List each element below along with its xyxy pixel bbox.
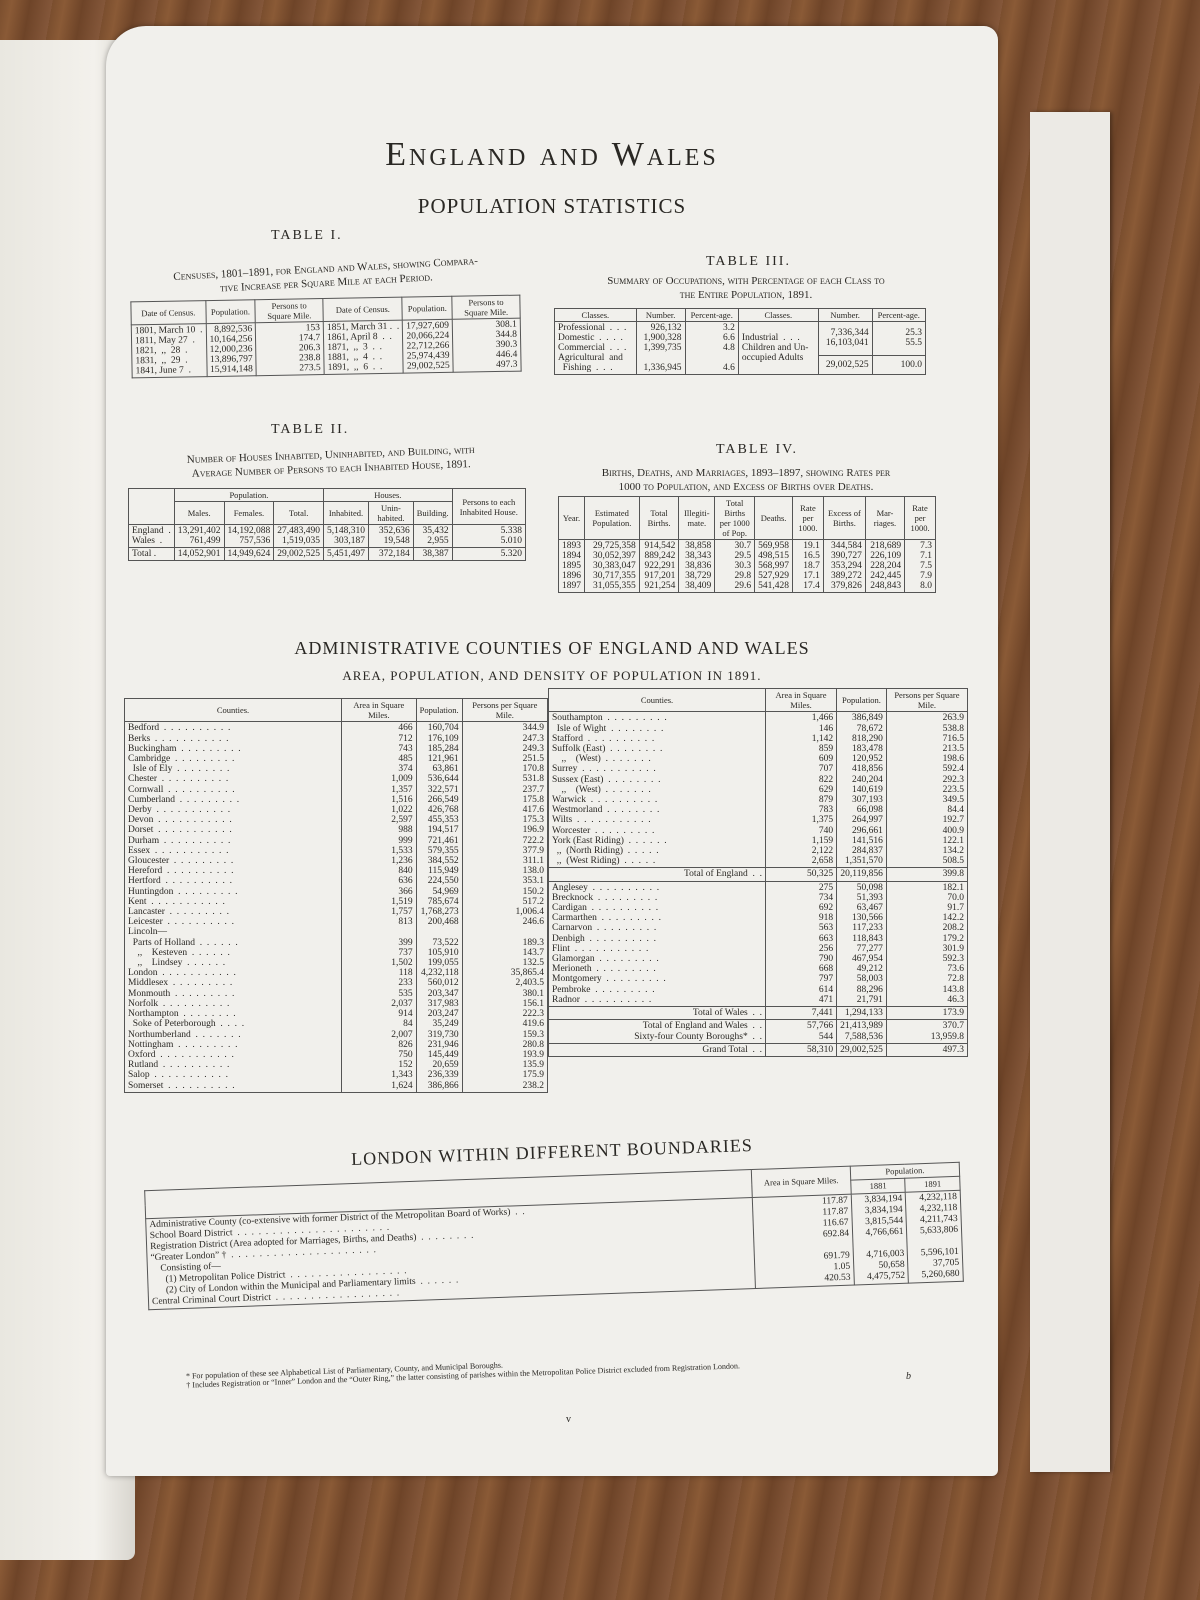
table4-header: Illegiti-mate. xyxy=(679,497,715,540)
county-density: 344.9 247.3 249.3 251.5 170.8 531.8 237.7 175.8 417.6 175.3 196.9 722.2 377.9 311.1 138.0 353.1 150.2 517.2 1,006.4 246.6 189.3 143.7 132.5 35,865.4 2,403.5 380.1 156.1 222.3 419.6 159.3 280.8 193.9 135.9 175.9 238.2 xyxy=(462,722,547,1092)
table4-death-rate: 19.1 16.5 18.7 17.1 17.4 xyxy=(793,540,824,593)
grand-total-density: 497.3 xyxy=(886,1043,967,1056)
table3-header: Number. xyxy=(818,309,872,322)
table1-population: 17,927,609 20,066,224 22,712,266 25,974,439 29,002,525 xyxy=(403,319,454,373)
counties-header: Area in Square Miles. xyxy=(766,689,837,712)
total-wales-density: 173.9 xyxy=(886,1007,967,1020)
grand-total-area: 58,310 xyxy=(766,1043,837,1056)
table4-header: Excess of Births. xyxy=(823,497,865,540)
table2-inhabited: 5,148,310 303,187 xyxy=(324,525,369,548)
london-population-1881: 3,834,194 3,834,194 3,815,544 4,766,661 4,716,003 50,658 4,475,752 xyxy=(851,1192,909,1285)
table-row xyxy=(129,525,526,548)
total-england-density: 399.8 xyxy=(886,868,967,881)
total-wales-label: Total of Wales . . xyxy=(549,1007,766,1020)
london-heading: LONDON WITHIN DIFFERENT BOUNDARIES xyxy=(350,1134,754,1170)
table2-uninhabited: 352,636 19,548 xyxy=(369,525,414,548)
table4-population: 29,725,358 30,052,397 30,383,047 30,717,355 31,055,355 xyxy=(585,540,640,593)
table4-header: Estimated Population. xyxy=(585,497,640,540)
table4-births: 914,542 889,242 922,291 917,201 921,254 xyxy=(639,540,679,593)
table1-header: Date of Census. xyxy=(323,297,403,321)
table3-header: Classes. xyxy=(738,309,818,322)
table1 xyxy=(130,295,521,379)
table3-caption: Summary of Occupations, with Percentage of each Class to the Entire Population, 1891. xyxy=(607,275,885,301)
counties-subheading: AREA, POPULATION, AND DENSITY OF POPULATION IN 1891. xyxy=(342,668,762,683)
table3-header: Classes. xyxy=(555,309,637,322)
table-row xyxy=(129,548,526,561)
table2-females: 14,949,624 xyxy=(224,548,274,561)
total-ew-label: Total of England and Wales . . Sixty-four County Boroughs* . . xyxy=(549,1020,766,1043)
london-header: 1881 xyxy=(851,1178,906,1194)
total-ew-density: 370.7 13,959.8 xyxy=(886,1020,967,1043)
county-names: Southampton . . . . . . . . . Isle of Wight . . . . . . . . Stafford . . . . . . . . . . Suffolk (East) . . . . . . . . ,, (West) . . . . . . . Surrey . . . . . . . . . . . Sussex (East) . . . . . . . . ,, (West) . . . . . . . Warwick . . . . . . . . . . Westmorland . . . . . . . . Wilts . . . . . . . . . . . Worcester . . . . . . . . . York (East Riding) . . . . . . ,, (North Riding) . . . . . ,, (West Riding) . . . . . xyxy=(549,712,766,868)
wales-county-density: 182.1 70.0 91.7 142.2 208.2 179.2 301.9 592.3 73.6 72.8 143.8 46.3 xyxy=(886,881,967,1006)
london-table xyxy=(144,1162,964,1310)
table2-males: 13,291,402 761,499 xyxy=(174,525,224,548)
county-population: 386,849 78,672 818,290 183,478 120,952 418,856 240,204 140,619 307,193 66,098 264,997 296,661 141,516 284,837 1,351,570 xyxy=(837,712,887,868)
table1-header: Date of Census. xyxy=(131,301,206,325)
wales-county-population: 50,098 51,393 63,467 130,566 117,233 118,843 77,277 467,954 49,212 58,003 88,296 21,791 xyxy=(837,881,887,1006)
table2-name: Total . xyxy=(129,548,175,561)
table1-dates: 1851, March 31 . . 1861, April 8 . . 1871, ,, 3 . . 1881, ,, 4 . . 1891, ,, 6 . . xyxy=(323,320,403,374)
wales-county-area: 275 734 692 918 563 663 256 790 668 797 614 471 xyxy=(766,881,837,1006)
table2-header: Males. xyxy=(174,502,224,525)
london-header: Area in Square Miles. xyxy=(751,1166,851,1197)
table4-marriages: 218,689 226,109 228,204 242,445 248,843 xyxy=(865,540,904,593)
table2-header: Inhabited. xyxy=(324,502,369,525)
county-names: Bedford . . . . . . . . . . Berks . . . . . . . . . . . Buckingham . . . . . . . . . Cambridge . . . . . . . . . Isle of Ely . . . . . . . . Chester . . . . . . . . . . Cornwall . . . . . . . . . . Cumberland . . . . . . . . . Derby . . . . . . . . . . . Devon . . . . . . . . . . . Dorset . . . . . . . . . . . Durham . . . . . . . . . . Essex . . . . . . . . . . . Gloucester . . . . . . . . . Hereford . . . . . . . . . . Hertford . . . . . . . . . . Huntingdon . . . . . . . . . Kent . . . . . . . . . . . Lancaster . . . . . . . . . Leicester . . . . . . . . . . Lincoln— Parts of Holland . . . . . . ,, Kesteven . . . . . . ,, Lindsey . . . . . . London . . . . . . . . . . . Middlesex . . . . . . . . . Monmouth . . . . . . . . . Norfolk . . . . . . . . . . Northampton . . . . . . . . Soke of Peterborough . . . . Northumberland . . . . . . . Nottingham . . . . . . . . . Oxford . . . . . . . . . . . Rutland . . . . . . . . . . Salop . . . . . . . . . . . Somerset . . . . . . . . . . xyxy=(125,722,342,1092)
table2-females: 14,192,088 757,536 xyxy=(224,525,274,548)
table2-persons: 5.320 xyxy=(452,548,525,561)
table1-header: Persons to Square Mile. xyxy=(255,299,323,323)
london-header: 1891 xyxy=(905,1176,960,1192)
table4-label: TABLE IV. xyxy=(716,442,798,457)
total-england-area: 50,325 xyxy=(766,868,837,881)
table3-number: 7,336,344 16,103,041 xyxy=(818,322,872,356)
counties-header: Counties. xyxy=(125,699,342,722)
london-district-names: Administrative County (co-extensive with former District of the Metropolitan Board of Works) . . School Board District . . . . . . . . . . . . . . . . . . . . . . Registration District (Area adopted for Marriages, Births, and Deaths) . . . . . . . . “Greater London” † . . . . . . . . . . . . . . . . . . . . . Consisting of— (1) Metropolitan Police District . . . . . . . . . . . . . . . . . (2) City of London within the Municipal and Parliamentary limits . . . . . . Central Criminal Court District . . . . . . . . . . . . . . . . . . xyxy=(146,1198,756,1310)
underlying-page-edge xyxy=(1030,112,1110,1472)
table3-header: Number. xyxy=(636,309,685,322)
table3-header: Percent-age. xyxy=(872,309,925,322)
counties-header: Population. xyxy=(416,699,462,722)
table3-total-number: 29,002,525 xyxy=(818,355,872,374)
total-ew-population: 21,413,989 7,588,536 xyxy=(837,1020,887,1043)
page-subtitle: POPULATION STATISTICS xyxy=(417,194,687,218)
table2 xyxy=(128,488,526,561)
london-population-1891: 4,232,118 4,232,118 4,211,743 5,633,806 5,596,101 37,705 5,260,680 xyxy=(906,1190,964,1283)
page-title: England and Wales xyxy=(385,136,719,173)
total-england-label: Total of England . . xyxy=(549,868,766,881)
table3-classes: Professional . . . Domestic . . . . Commercial . . . Agricultural and Fishing . . . xyxy=(555,322,637,375)
counties-header: Persons per Square Mile. xyxy=(462,699,547,722)
footnotes: * For population of these see Alphabetical List of Parliamentary, County, and Municipal Boroughs. † Includes Registration or “Inner” London and the “Outer Ring,” the latter consisting of parishes within the Metropolitan Police District excluded from Registration London. xyxy=(185,1360,741,1390)
table3-total-percentage: 100.0 xyxy=(872,355,925,374)
table2-uninhabited: 372,184 xyxy=(369,548,414,561)
table4-births-per-1000: 30.7 29.5 30.3 29.8 29.6 xyxy=(715,540,755,593)
table2-header: Total. xyxy=(274,502,324,525)
table3 xyxy=(554,308,926,375)
table2-inhabited: 5,451,497 xyxy=(324,548,369,561)
london-area: 117.87 117.87 116.67 692.84 691.79 1.05 420.53 xyxy=(752,1194,854,1288)
table2-caption: Number of Houses Inhabited, Uninhabited, and Building, with Average Number of Persons to each Inhabited House, 1891. xyxy=(186,443,475,480)
table3-classes: Industrial . . . Children and Un- occupied Adults xyxy=(738,322,818,375)
counties-table-right xyxy=(548,688,968,1057)
table2-label: TABLE II. xyxy=(271,422,350,437)
table4-marriage-rate: 7.3 7.1 7.5 7.9 8.0 xyxy=(905,540,936,593)
table2-header: Unin-habited. xyxy=(369,502,414,525)
table2-building: 38,387 xyxy=(413,548,452,561)
table3-number: 926,132 1,900,328 1,399,735 1,336,945 xyxy=(636,322,685,375)
table2-header: Females. xyxy=(224,502,274,525)
total-wales-population: 1,294,133 xyxy=(837,1007,887,1020)
table4-year: 1893 1894 1895 1896 1897 xyxy=(559,540,585,593)
table1-header: Population. xyxy=(402,296,452,320)
county-density: 263.9 538.8 716.5 213.5 198.6 592.4 292.3 223.5 349.5 84.4 192.7 400.9 122.1 134.2 508.5 xyxy=(886,712,967,868)
county-population: 160,704 176,109 185,284 121,961 63,861 536,644 322,571 266,549 426,768 455,353 194,517 721,461 579,355 384,552 115,949 224,550 54,969 785,674 1,768,273 200,468 73,522 105,910 199,055 4,232,118 560,012 203,347 317,983 203,247 35,249 319,730 231,946 145,449 20,659 236,339 386,866 xyxy=(416,722,462,1092)
table4-deaths: 569,958 498,515 568,997 527,929 541,428 xyxy=(755,540,793,593)
table4-header: Total Births per 1000 of Pop. xyxy=(715,497,755,540)
table1-header: Population. xyxy=(205,300,255,324)
counties-table-left xyxy=(124,698,548,1093)
table1-caption: Censuses, 1801–1891, for England and Wales, showing Compara- tive Increase per Square Mile at each Period. xyxy=(173,255,479,295)
table3-label: TABLE III. xyxy=(706,254,791,269)
book-page xyxy=(106,26,998,1476)
table4-header: Year. xyxy=(559,497,585,540)
table2-persons: 5.338 5.010 xyxy=(452,525,525,548)
counties-header: Population. xyxy=(837,689,887,712)
grand-total-label: Grand Total . . xyxy=(549,1043,766,1056)
table1-label: TABLE I. xyxy=(271,228,343,243)
page-number: v xyxy=(566,1414,571,1425)
counties-header: Counties. xyxy=(549,689,766,712)
table3-percentage: 25.3 55.5 xyxy=(872,322,925,356)
county-area: 1,466 146 1,142 859 609 707 822 629 879 783 1,375 740 1,159 2,122 2,658 xyxy=(766,712,837,868)
table1-header: Persons to Square Mile. xyxy=(452,295,520,319)
table1-population: 8,892,536 10,164,256 12,000,236 13,896,797 15,914,148 xyxy=(206,323,257,377)
total-ew-area: 57,766 544 xyxy=(766,1020,837,1043)
table4-header: Deaths. xyxy=(755,497,793,540)
table4-header: Mar-riages. xyxy=(865,497,904,540)
table2-header: Persons to each Inhabited House. xyxy=(452,489,525,525)
counties-heading: ADMINISTRATIVE COUNTIES OF ENGLAND AND WALES xyxy=(294,638,810,658)
london-header: Population. xyxy=(850,1162,960,1180)
counties-header: Area in Square Miles. xyxy=(342,699,417,722)
table3-percentage: 3.2 6.6 4.8 4.6 xyxy=(685,322,738,375)
table4-header: Total Births. xyxy=(639,497,679,540)
signature-mark: b xyxy=(906,1371,911,1382)
total-england-population: 20,119,856 xyxy=(837,868,887,881)
table4 xyxy=(558,496,936,593)
table2-group-population: Population. xyxy=(174,489,323,502)
table4-caption: Births, Deaths, and Marriages, 1893–1897, showing Rates per 1000 to Population, and Excess of Births over Deaths. xyxy=(601,467,891,493)
table2-header: Building. xyxy=(413,502,452,525)
table2-total: 29,002,525 xyxy=(274,548,324,561)
table2-group-houses: Houses. xyxy=(324,489,453,502)
table1-density: 153 174.7 206.3 238.8 273.5 xyxy=(256,322,325,376)
table1-density: 308.1 344.8 390.3 446.4 497.3 xyxy=(452,318,521,372)
table1-dates: 1801, March 10 . 1811, May 27 . 1821, ,, 28 . 1831, ,, 29 . 1841, June 7 . xyxy=(131,324,206,378)
total-wales-area: 7,441 xyxy=(766,1007,837,1020)
wales-county-names: Anglesey . . . . . . . . . . Brecknock . . . . . . . . . Cardigan . . . . . . . . . . Carmarthen . . . . . . . . . Carnarvon . . . . . . . . . Denbigh . . . . . . . . . . Flint . . . . . . . . . . . Glamorgan . . . . . . . . . Merioneth . . . . . . . . . Montgomery . . . . . . . . . Pembroke . . . . . . . . . Radnor . . . . . . . . . . xyxy=(549,881,766,1006)
table2-building: 35,432 2,955 xyxy=(413,525,452,548)
grand-total-population: 29,002,525 xyxy=(837,1043,887,1056)
table2-total: 27,483,490 1,519,035 xyxy=(274,525,324,548)
counties-header: Persons per Square Mile. xyxy=(886,689,967,712)
table2-corner xyxy=(129,489,175,525)
table3-header: Percent-age. xyxy=(685,309,738,322)
table4-header: Rate per 1000. xyxy=(793,497,824,540)
table4-excess: 344,584 390,727 353,294 389,272 379,826 xyxy=(823,540,865,593)
county-area: 466 712 743 485 374 1,009 1,357 1,516 1,022 2,597 988 999 1,533 1,236 840 636 366 1,519 1,757 813 399 737 1,502 118 233 535 2,037 914 84 2,007 826 750 152 1,343 1,624 xyxy=(342,722,417,1092)
table4-illegitimate: 38,858 38,343 38,836 38,729 38,409 xyxy=(679,540,715,593)
table2-males: 14,052,901 xyxy=(174,548,224,561)
table2-name: England . Wales . xyxy=(129,525,175,548)
table4-header: Rate per 1000. xyxy=(905,497,936,540)
